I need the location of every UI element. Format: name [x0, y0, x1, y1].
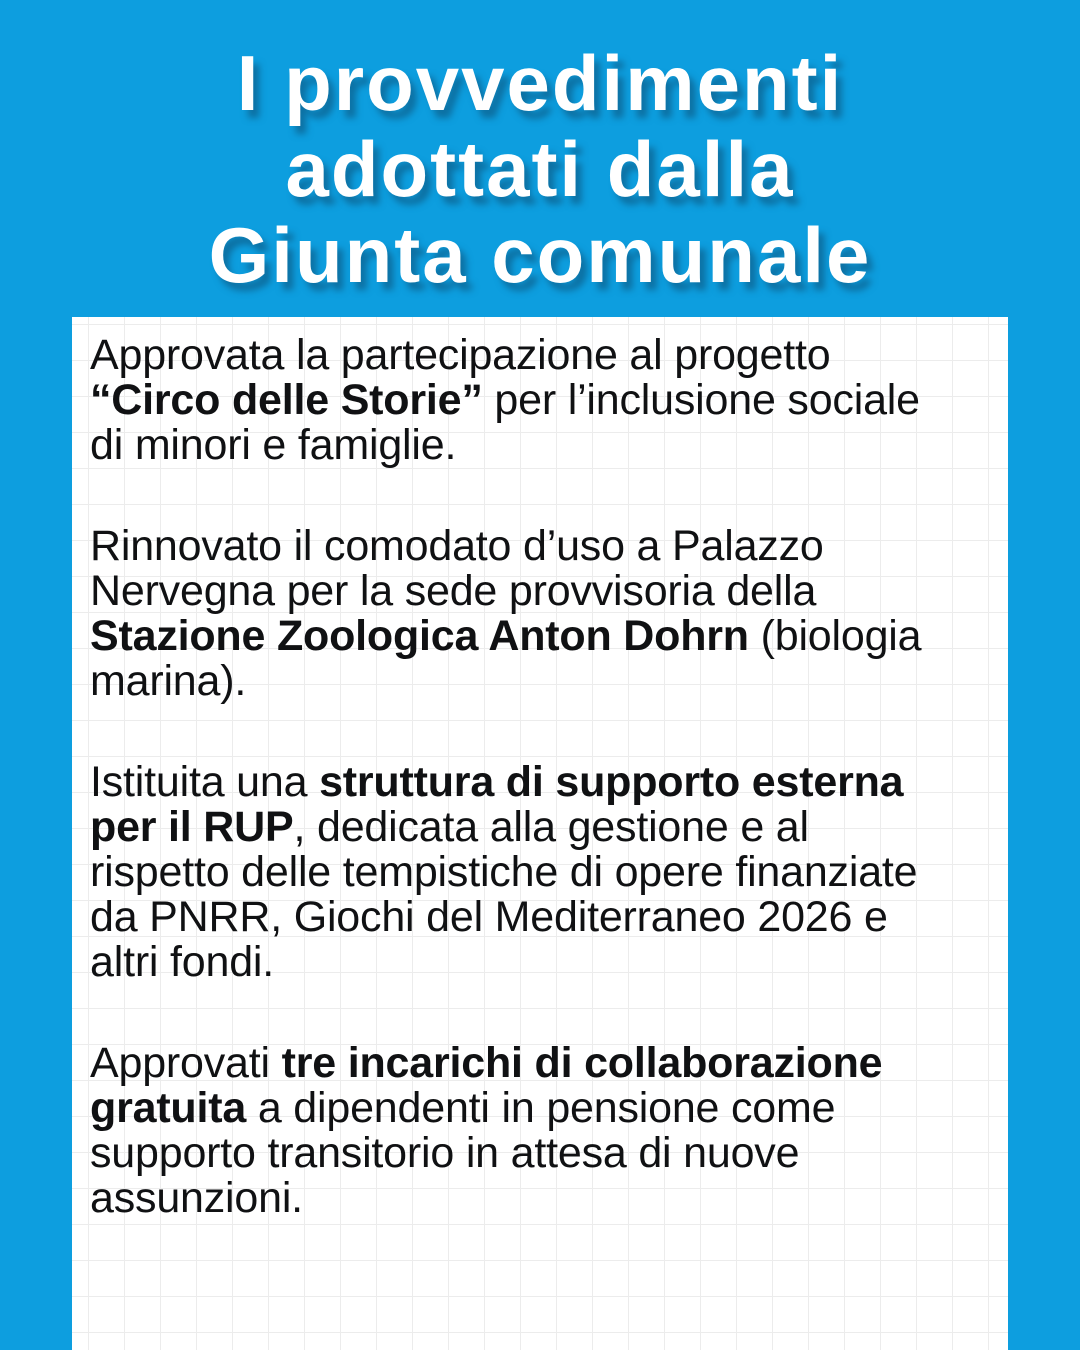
- body-text: assunzioni.: [90, 1174, 303, 1222]
- title-line-3: Giunta comunale: [208, 211, 872, 299]
- body-text: Rinnovato il comodato d’uso a Palazzo: [90, 522, 824, 570]
- body-text: a dipendenti in pensione come: [246, 1084, 836, 1132]
- page-title: [0, 0, 1080, 298]
- body-text: (biologia: [748, 612, 922, 660]
- body-text: di minori e famiglie.: [90, 421, 457, 469]
- title-line-2: adottati dalla: [285, 125, 795, 213]
- body-text: marina).: [90, 657, 247, 705]
- bold-text: struttura di supporto esterna: [319, 758, 904, 806]
- body-text: da PNRR, Giochi del Mediterraneo 2026 e: [90, 893, 888, 941]
- paragraph: [90, 333, 990, 468]
- paragraph: [90, 1041, 990, 1221]
- paragraph: [90, 524, 990, 704]
- title-line-1: I provvedimenti: [236, 39, 844, 127]
- bold-text: Stazione Zoologica Anton Dohrn: [90, 612, 749, 660]
- bold-text: gratuita: [90, 1084, 247, 1132]
- content-card: [72, 317, 1008, 1350]
- body-text: , dedicata alla gestione e al: [293, 803, 809, 851]
- body-text: rispetto delle tempistiche di opere finanziate: [90, 848, 918, 896]
- body-text: Approvati: [90, 1039, 282, 1087]
- body-text: altri fondi.: [90, 938, 275, 986]
- paragraph: [90, 760, 990, 985]
- bold-text: “Circo delle Storie”: [90, 376, 483, 424]
- bold-text: tre incarichi di collaborazione: [281, 1039, 883, 1087]
- body-text: per l’inclusione sociale: [482, 376, 920, 424]
- body-text: Nervegna per la sede provvisoria della: [90, 567, 817, 615]
- body-text: supporto transitorio in attesa di nuove: [90, 1129, 800, 1177]
- body-text: Istituita una: [90, 758, 320, 806]
- bold-text: per il RUP: [90, 803, 294, 851]
- body-text: Approvata la partecipazione al progetto: [90, 331, 831, 379]
